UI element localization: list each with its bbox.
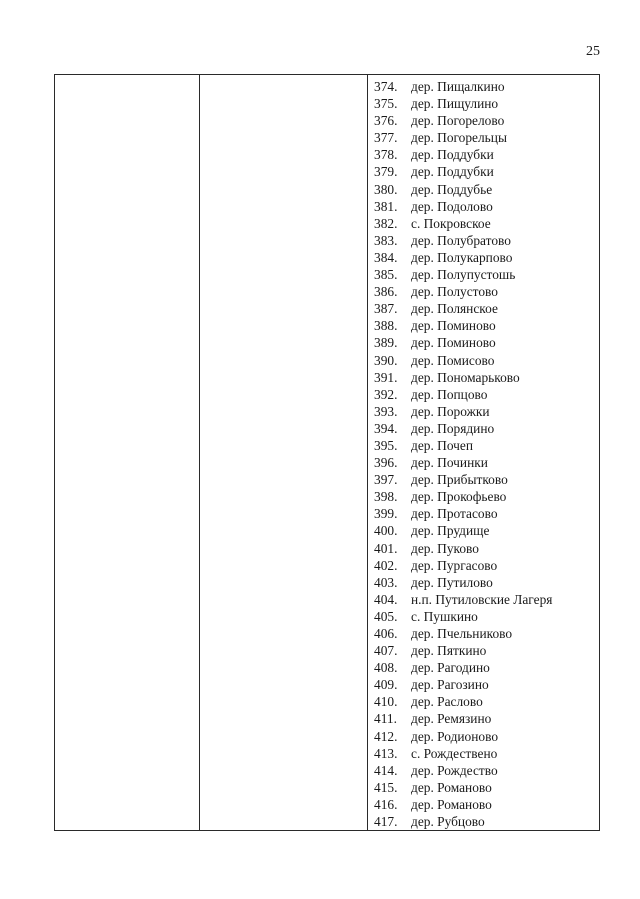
settlement-number: 396. — [374, 455, 398, 471]
list-item — [368, 283, 599, 300]
settlement-name: дер. Пищалкино — [411, 79, 505, 94]
settlement-number: 393. — [374, 403, 398, 419]
settlement-number: 401. — [374, 540, 398, 556]
list-item — [368, 505, 599, 522]
settlement-name: дер. Пуково — [411, 540, 479, 556]
list-item — [368, 249, 599, 266]
settlement-number: 374. — [374, 79, 398, 94]
list-item — [368, 78, 599, 95]
settlement-number: 413. — [374, 745, 398, 761]
settlement-name: дер. Починки — [411, 455, 488, 471]
settlement-name: дер. Полубратово — [411, 232, 511, 248]
list-item — [368, 608, 599, 625]
list-item — [368, 420, 599, 437]
settlement-number: 408. — [374, 660, 398, 676]
settlement-name: дер. Пономарьково — [411, 369, 520, 385]
settlement-number: 395. — [374, 437, 398, 453]
settlement-name: дер. Протасово — [411, 506, 498, 522]
settlement-number: 376. — [374, 113, 398, 129]
settlement-number: 399. — [374, 506, 398, 522]
settlement-number: 407. — [374, 643, 398, 659]
list-item — [368, 488, 599, 505]
settlement-name: дер. Прокофьево — [411, 489, 507, 505]
settlement-name: дер. Романово — [411, 779, 492, 795]
list-item — [368, 642, 599, 659]
settlement-number: 379. — [374, 164, 398, 180]
list-item — [368, 813, 599, 830]
list-item — [368, 266, 599, 283]
list-item — [368, 437, 599, 454]
list-item — [368, 796, 599, 813]
settlement-name: дер. Попцово — [411, 386, 488, 402]
list-item — [368, 557, 599, 574]
table-column-1-empty — [55, 75, 200, 830]
settlement-name: дер. Путилово — [411, 574, 493, 590]
list-item — [368, 129, 599, 146]
list-item — [368, 574, 599, 591]
settlement-name: дер. Полустово — [411, 284, 498, 300]
list-item — [368, 471, 599, 488]
settlement-number: 415. — [374, 779, 398, 795]
list-item — [368, 454, 599, 471]
list-item — [368, 779, 599, 796]
settlement-name: дер. Пчельниково — [411, 626, 513, 641]
settlement-number: 375. — [374, 96, 398, 112]
settlement-number: 382. — [374, 215, 398, 231]
settlement-number: 409. — [374, 677, 398, 693]
list-item — [368, 300, 599, 317]
settlement-number: 381. — [374, 198, 398, 214]
settlement-name: дер. Прудище — [411, 523, 490, 539]
settlement-number: 405. — [374, 608, 398, 624]
settlement-list — [368, 78, 599, 830]
settlement-name: дер. Пургасово — [411, 557, 498, 573]
settlement-name: дер. Рубцово — [411, 814, 485, 830]
settlement-name: дер. Подолово — [411, 198, 493, 214]
settlement-name: н.п. Путиловские Лагеря — [411, 591, 553, 607]
settlement-number: 402. — [374, 557, 398, 573]
settlement-name: дер. Романово — [411, 796, 492, 812]
settlement-name: дер. Рагозино — [411, 677, 489, 693]
settlement-name: дер. Раслово — [411, 694, 483, 710]
settlement-number: 384. — [374, 249, 398, 265]
list-item — [368, 625, 599, 642]
table-column-2-empty — [200, 75, 368, 830]
list-item — [368, 95, 599, 112]
settlement-name: дер. Родионово — [411, 728, 499, 744]
settlement-name: с. Пушкино — [411, 608, 478, 624]
settlement-number: 392. — [374, 386, 398, 402]
settlement-number: 387. — [374, 301, 398, 317]
settlement-name: дер. Почеп — [411, 437, 474, 453]
list-item — [368, 386, 599, 403]
list-item — [368, 181, 599, 198]
list-item — [368, 693, 599, 710]
settlement-name: дер. Помисово — [411, 352, 495, 368]
settlement-number: 377. — [374, 130, 398, 146]
settlement-number: 391. — [374, 369, 398, 385]
settlement-number: 400. — [374, 523, 398, 539]
settlement-number: 385. — [374, 267, 398, 283]
settlement-number: 410. — [374, 694, 398, 710]
settlement-name: дер. Поминово — [411, 318, 496, 334]
list-item — [368, 198, 599, 215]
settlement-number: 417. — [374, 814, 398, 830]
settlement-name: дер. Погорелово — [411, 113, 505, 129]
settlement-number: 383. — [374, 232, 398, 248]
settlement-name: дер. Рагодино — [411, 660, 490, 676]
list-item — [368, 745, 599, 762]
settlement-number: 378. — [374, 147, 398, 163]
settlement-number: 404. — [374, 591, 398, 607]
settlement-name: дер. Полупустошь — [411, 267, 516, 283]
list-item — [368, 232, 599, 249]
list-item — [368, 317, 599, 334]
settlement-name: дер. Полукарпово — [411, 249, 513, 265]
settlements-table — [54, 74, 600, 831]
list-item — [368, 728, 599, 745]
list-item — [368, 352, 599, 369]
settlement-number: 406. — [374, 626, 398, 641]
page-number: 25 — [586, 44, 600, 59]
settlement-number: 412. — [374, 728, 398, 744]
settlement-name: с. Покровское — [411, 215, 491, 231]
settlement-name: дер. Поддубки — [411, 147, 494, 163]
list-item — [368, 403, 599, 420]
settlement-number: 386. — [374, 284, 398, 300]
settlement-name: дер. Поддубье — [411, 181, 493, 197]
list-item — [368, 710, 599, 727]
list-item — [368, 762, 599, 779]
table-column-settlements — [368, 75, 599, 830]
settlement-number: 388. — [374, 318, 398, 334]
list-item — [368, 676, 599, 693]
settlement-number: 414. — [374, 762, 398, 778]
settlement-number: 394. — [374, 420, 398, 436]
settlement-name: дер. Порожки — [411, 403, 490, 419]
settlement-name: дер. Ремязино — [411, 711, 492, 727]
settlement-number: 397. — [374, 472, 398, 488]
settlement-number: 416. — [374, 796, 398, 812]
settlement-number: 411. — [374, 711, 397, 727]
list-item — [368, 591, 599, 608]
settlement-name: дер. Прибытково — [411, 472, 508, 488]
list-item — [368, 112, 599, 129]
settlement-name: дер. Поддубки — [411, 164, 494, 180]
settlement-name: дер. Полянское — [411, 301, 498, 317]
settlement-name: дер. Пищулино — [411, 96, 499, 112]
list-item — [368, 163, 599, 180]
list-item — [368, 522, 599, 539]
settlement-number: 389. — [374, 335, 398, 351]
settlement-number: 380. — [374, 181, 398, 197]
list-item — [368, 659, 599, 676]
list-item — [368, 334, 599, 351]
settlement-name: дер. Рождество — [411, 762, 498, 778]
settlement-number: 403. — [374, 574, 398, 590]
settlement-name: дер. Поминово — [411, 335, 496, 351]
list-item — [368, 369, 599, 386]
settlement-name: дер. Пяткино — [411, 643, 487, 659]
settlement-name: дер. Порядино — [411, 420, 495, 436]
list-item — [368, 215, 599, 232]
list-item — [368, 146, 599, 163]
settlement-number: 398. — [374, 489, 398, 505]
list-item — [368, 540, 599, 557]
settlement-number: 390. — [374, 352, 398, 368]
settlement-name: с. Рождествено — [411, 745, 498, 761]
settlement-name: дер. Погорельцы — [411, 130, 507, 146]
